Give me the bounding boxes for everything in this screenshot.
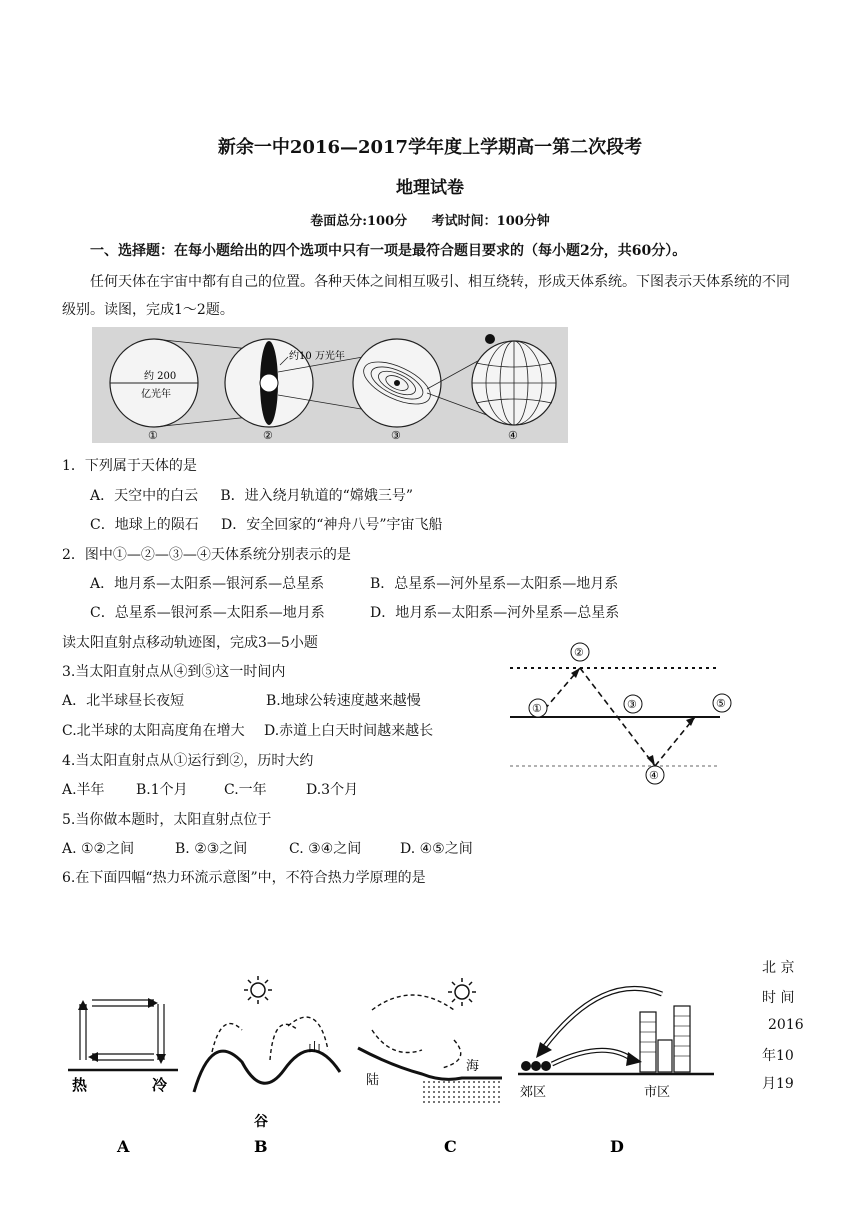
q3-option-b: B.地球公转速度越来越慢 bbox=[266, 693, 421, 709]
sun-point-trajectory-figure bbox=[500, 640, 740, 820]
panel-b bbox=[194, 976, 340, 1156]
traj-marker-5: ⑤ bbox=[716, 697, 726, 710]
q5-option-c: C. ③④之间 bbox=[289, 841, 362, 857]
total-score: 卷面总分:100分 bbox=[310, 214, 408, 229]
label-suburb: 郊区 bbox=[520, 1085, 547, 1100]
traj-marker-1: ① bbox=[532, 702, 542, 715]
distance-label-2: 亿光年 bbox=[141, 389, 171, 400]
q2-option-c: C．总星系—银河系—太阳系—地月系 bbox=[90, 605, 325, 621]
label-cold: 冷 bbox=[152, 1076, 168, 1094]
exam-subtitle: 地理试卷 bbox=[396, 178, 464, 198]
q4-option-a: A.半年 bbox=[62, 782, 105, 798]
q5-option-d: D. ④⑤之间 bbox=[400, 841, 473, 857]
q3-stem: 3.当太阳直射点从④到⑤这一时间内 bbox=[62, 664, 286, 680]
traj-marker-2: ② bbox=[574, 646, 584, 659]
label-mountain: 山 bbox=[308, 1041, 322, 1056]
q5-option-a: A. ①②之间 bbox=[62, 841, 135, 857]
label-sea: 海 bbox=[466, 1059, 480, 1074]
section-heading: 一、选择题：在每小题给出的四个选项中只有一项是最符合题目要求的（每小题2分，共60分）。 bbox=[90, 243, 687, 259]
label-hot: 热 bbox=[72, 1076, 88, 1094]
traj-marker-4: ④ bbox=[649, 769, 659, 782]
q1-option-c: C．地球上的陨石 bbox=[90, 517, 199, 533]
panel-a bbox=[68, 998, 178, 1156]
celestial-systems-figure bbox=[92, 327, 568, 443]
q2-option-a: A．地月系—太阳系—银河系—总星系 bbox=[90, 576, 325, 592]
label-land: 陆 bbox=[366, 1073, 380, 1088]
q2-option-b: B．总星系—河外星系—太阳系—地月系 bbox=[370, 576, 619, 592]
galaxy-size-label: 约10 万光年 bbox=[289, 351, 345, 362]
q1-stem: 1．下列属于天体的是 bbox=[62, 458, 197, 474]
side-note-4: 年10 bbox=[762, 1048, 794, 1064]
side-note-2: 时 间 bbox=[762, 990, 795, 1006]
panel-d bbox=[518, 988, 714, 1156]
side-note-5: 月19 bbox=[762, 1076, 794, 1092]
exam-meta bbox=[0, 210, 860, 229]
label-valley: 谷 bbox=[254, 1114, 268, 1130]
caption-b: B bbox=[254, 1137, 268, 1156]
caption-c: C bbox=[444, 1137, 457, 1156]
section-intro: 任何天体在宇宙中都有自己的位置。各种天体之间相互吸引、相互绕转，形成天体系统。下图表示天体系统的不同级别。读图，完成1～2题。 bbox=[62, 274, 790, 318]
q3-option-d: D.赤道上白天时间越来越长 bbox=[264, 723, 434, 739]
exam-title: 新余一中2016—2017学年度上学期高一第二次段考 bbox=[217, 137, 643, 158]
q3-option-c: C.北半球的太阳高度角在增大 bbox=[62, 723, 245, 739]
marker-1: ① bbox=[148, 429, 158, 442]
marker-3: ③ bbox=[391, 429, 401, 442]
q2-option-d: D．地月系—太阳系—河外星系—总星系 bbox=[370, 605, 620, 621]
q1-option-b: B．进入绕月轨道的“嫦娥三号” bbox=[220, 488, 413, 504]
q1-options-row2 bbox=[90, 514, 443, 534]
q4-stem: 4.当太阳直射点从①运行到②，历时大约 bbox=[62, 753, 314, 769]
q3-option-a: A．北半球昼长夜短 bbox=[62, 693, 185, 709]
side-note-1: 北 京 bbox=[762, 960, 795, 976]
marker-2: ② bbox=[263, 429, 273, 442]
marker-4: ④ bbox=[508, 429, 518, 442]
q1-option-a: A．天空中的白云 bbox=[90, 488, 199, 504]
q6-stem: 6.在下面四幅“热力环流示意图”中，不符合热力学原理的是 bbox=[62, 870, 426, 886]
q5-option-b: B. ②③之间 bbox=[175, 841, 248, 857]
thermal-circulation-figure bbox=[62, 970, 742, 1170]
side-note-3: 2016 bbox=[768, 1017, 804, 1033]
exam-time: 考试时间：100分钟 bbox=[431, 214, 550, 229]
q4-option-c: C.一年 bbox=[224, 782, 267, 798]
caption-a: A bbox=[117, 1137, 130, 1156]
q4-option-d: D.3个月 bbox=[306, 782, 359, 798]
panel-c bbox=[358, 978, 502, 1156]
q1-option-d: D．安全回家的“神舟八号”宇宙飞船 bbox=[220, 517, 443, 533]
q5-stem: 5.当你做本题时，太阳直射点位于 bbox=[62, 812, 272, 828]
label-city: 市区 bbox=[644, 1085, 671, 1100]
traj-marker-3: ③ bbox=[627, 698, 637, 711]
caption-d: D bbox=[610, 1137, 624, 1156]
q4-option-b: B.1个月 bbox=[136, 782, 188, 798]
read-instruction: 读太阳直射点移动轨迹图，完成3—5小题 bbox=[62, 635, 318, 651]
q2-stem: 2．图中①—②—③—④天体系统分别表示的是 bbox=[62, 547, 351, 563]
q1-options-row1 bbox=[90, 485, 413, 505]
distance-label-1: 约 200 bbox=[144, 371, 177, 382]
